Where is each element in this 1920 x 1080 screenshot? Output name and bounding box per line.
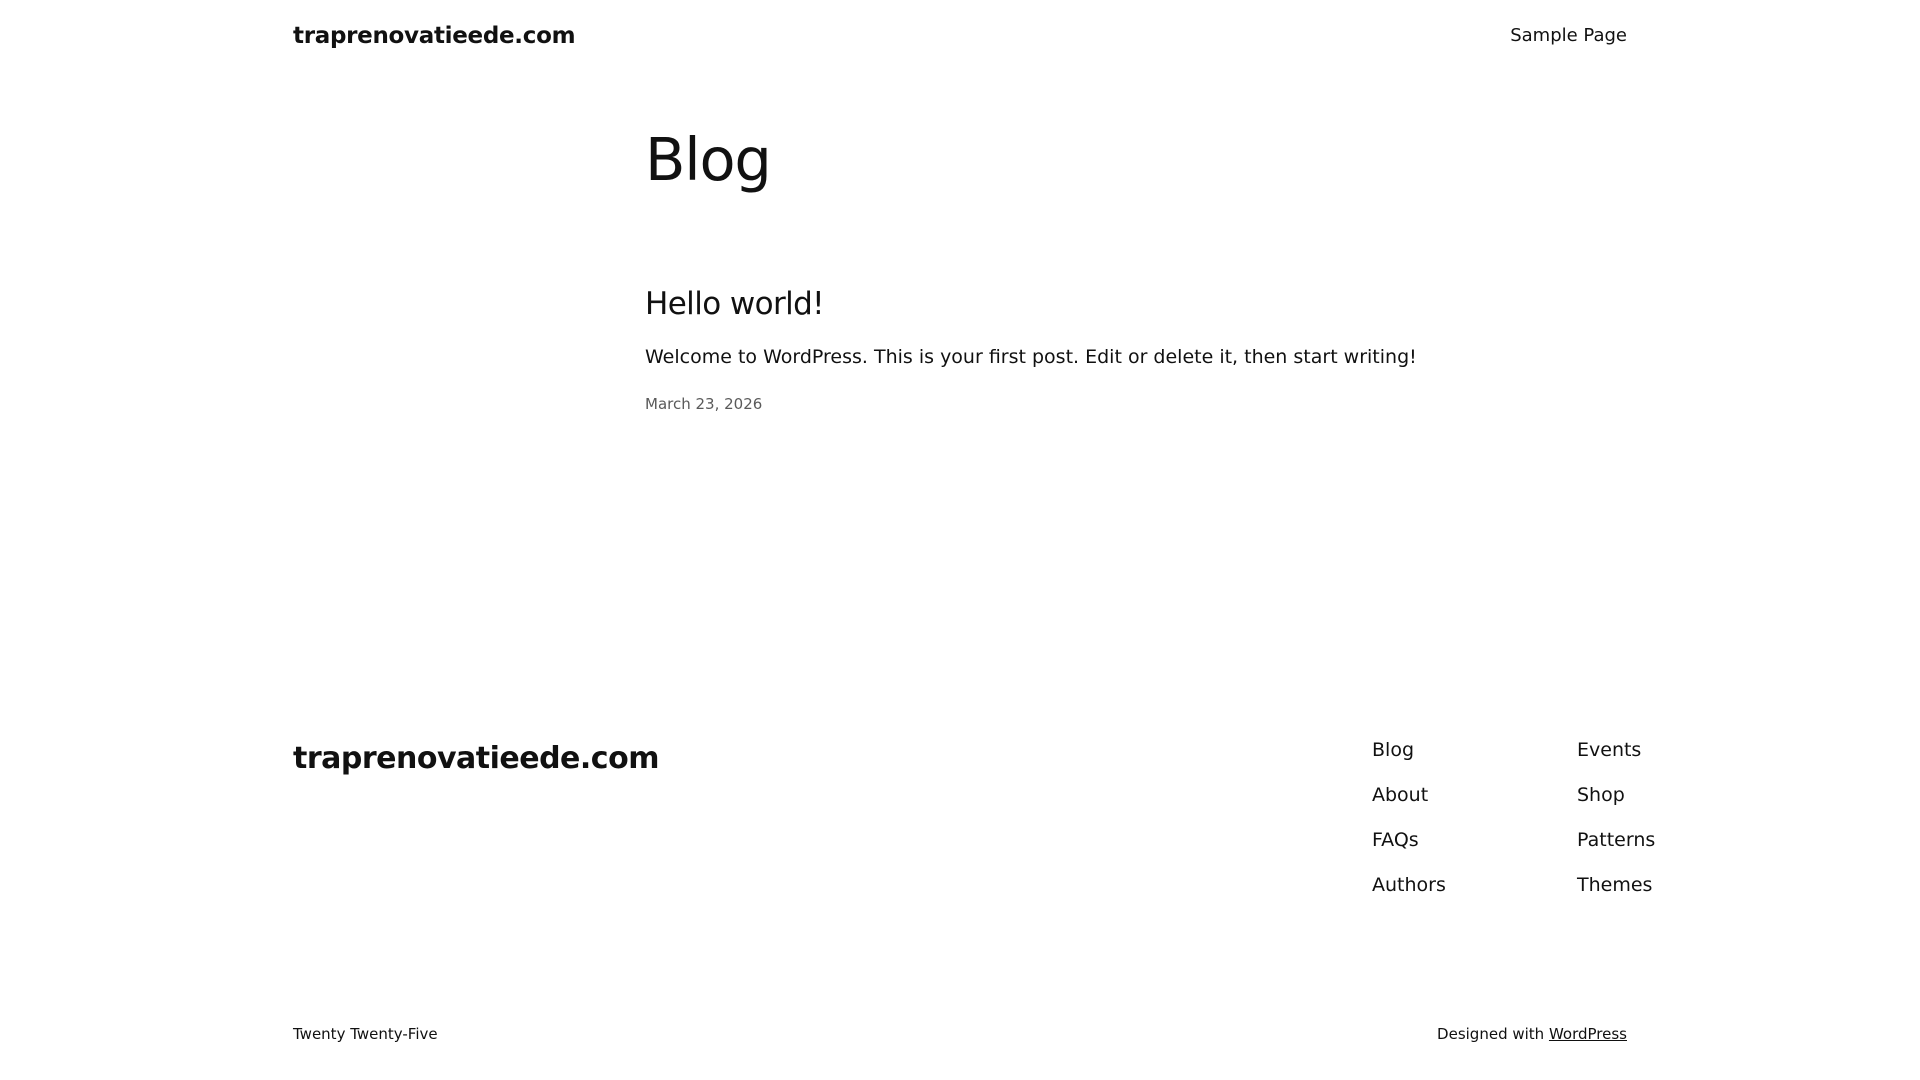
footer-link-columns bbox=[1372, 741, 1782, 921]
page-title: Blog bbox=[645, 125, 771, 194]
main-content bbox=[0, 125, 1920, 455]
footer-link-authors[interactable]: Authors bbox=[1372, 874, 1446, 896]
nav-item-sample-page[interactable]: Sample Page bbox=[1510, 25, 1627, 46]
footer-column-one bbox=[1372, 741, 1577, 921]
post-list bbox=[645, 286, 1665, 415]
site-header bbox=[0, 0, 1920, 72]
list-item bbox=[645, 286, 1665, 415]
footer-bottom bbox=[0, 1025, 1920, 1043]
site-footer bbox=[0, 705, 1920, 1043]
content-column bbox=[645, 125, 1665, 415]
footer-top bbox=[0, 705, 1920, 896]
footer-link-patterns[interactable]: Patterns bbox=[1577, 829, 1656, 851]
footer-theme-name: Twenty Twenty-Five bbox=[293, 1025, 438, 1043]
post-date: March 23, 2026 bbox=[645, 394, 763, 413]
footer-credit bbox=[1437, 1025, 1627, 1043]
footer-site-title[interactable]: traprenovatieede.com bbox=[293, 741, 659, 776]
footer-link-faqs[interactable]: FAQs bbox=[1372, 829, 1419, 851]
header-navigation bbox=[1510, 27, 1627, 45]
post-title bbox=[645, 286, 1665, 323]
footer-column-two bbox=[1577, 741, 1782, 921]
footer-credit-link[interactable]: WordPress bbox=[1548, 1025, 1627, 1043]
site-title[interactable]: traprenovatieede.com bbox=[293, 22, 576, 49]
footer-link-themes[interactable]: Themes bbox=[1577, 874, 1653, 896]
post-title-link[interactable]: Hello world! bbox=[645, 285, 825, 322]
footer-link-shop[interactable]: Shop bbox=[1577, 784, 1625, 806]
footer-credit-prefix: Designed with bbox=[1437, 1025, 1549, 1043]
footer-link-blog[interactable]: Blog bbox=[1372, 739, 1414, 761]
footer-link-events[interactable]: Events bbox=[1577, 739, 1642, 761]
footer-link-about[interactable]: About bbox=[1372, 784, 1429, 806]
post-excerpt: Welcome to WordPress. This is your first post. Edit or delete it, then start writing! bbox=[645, 346, 1417, 369]
